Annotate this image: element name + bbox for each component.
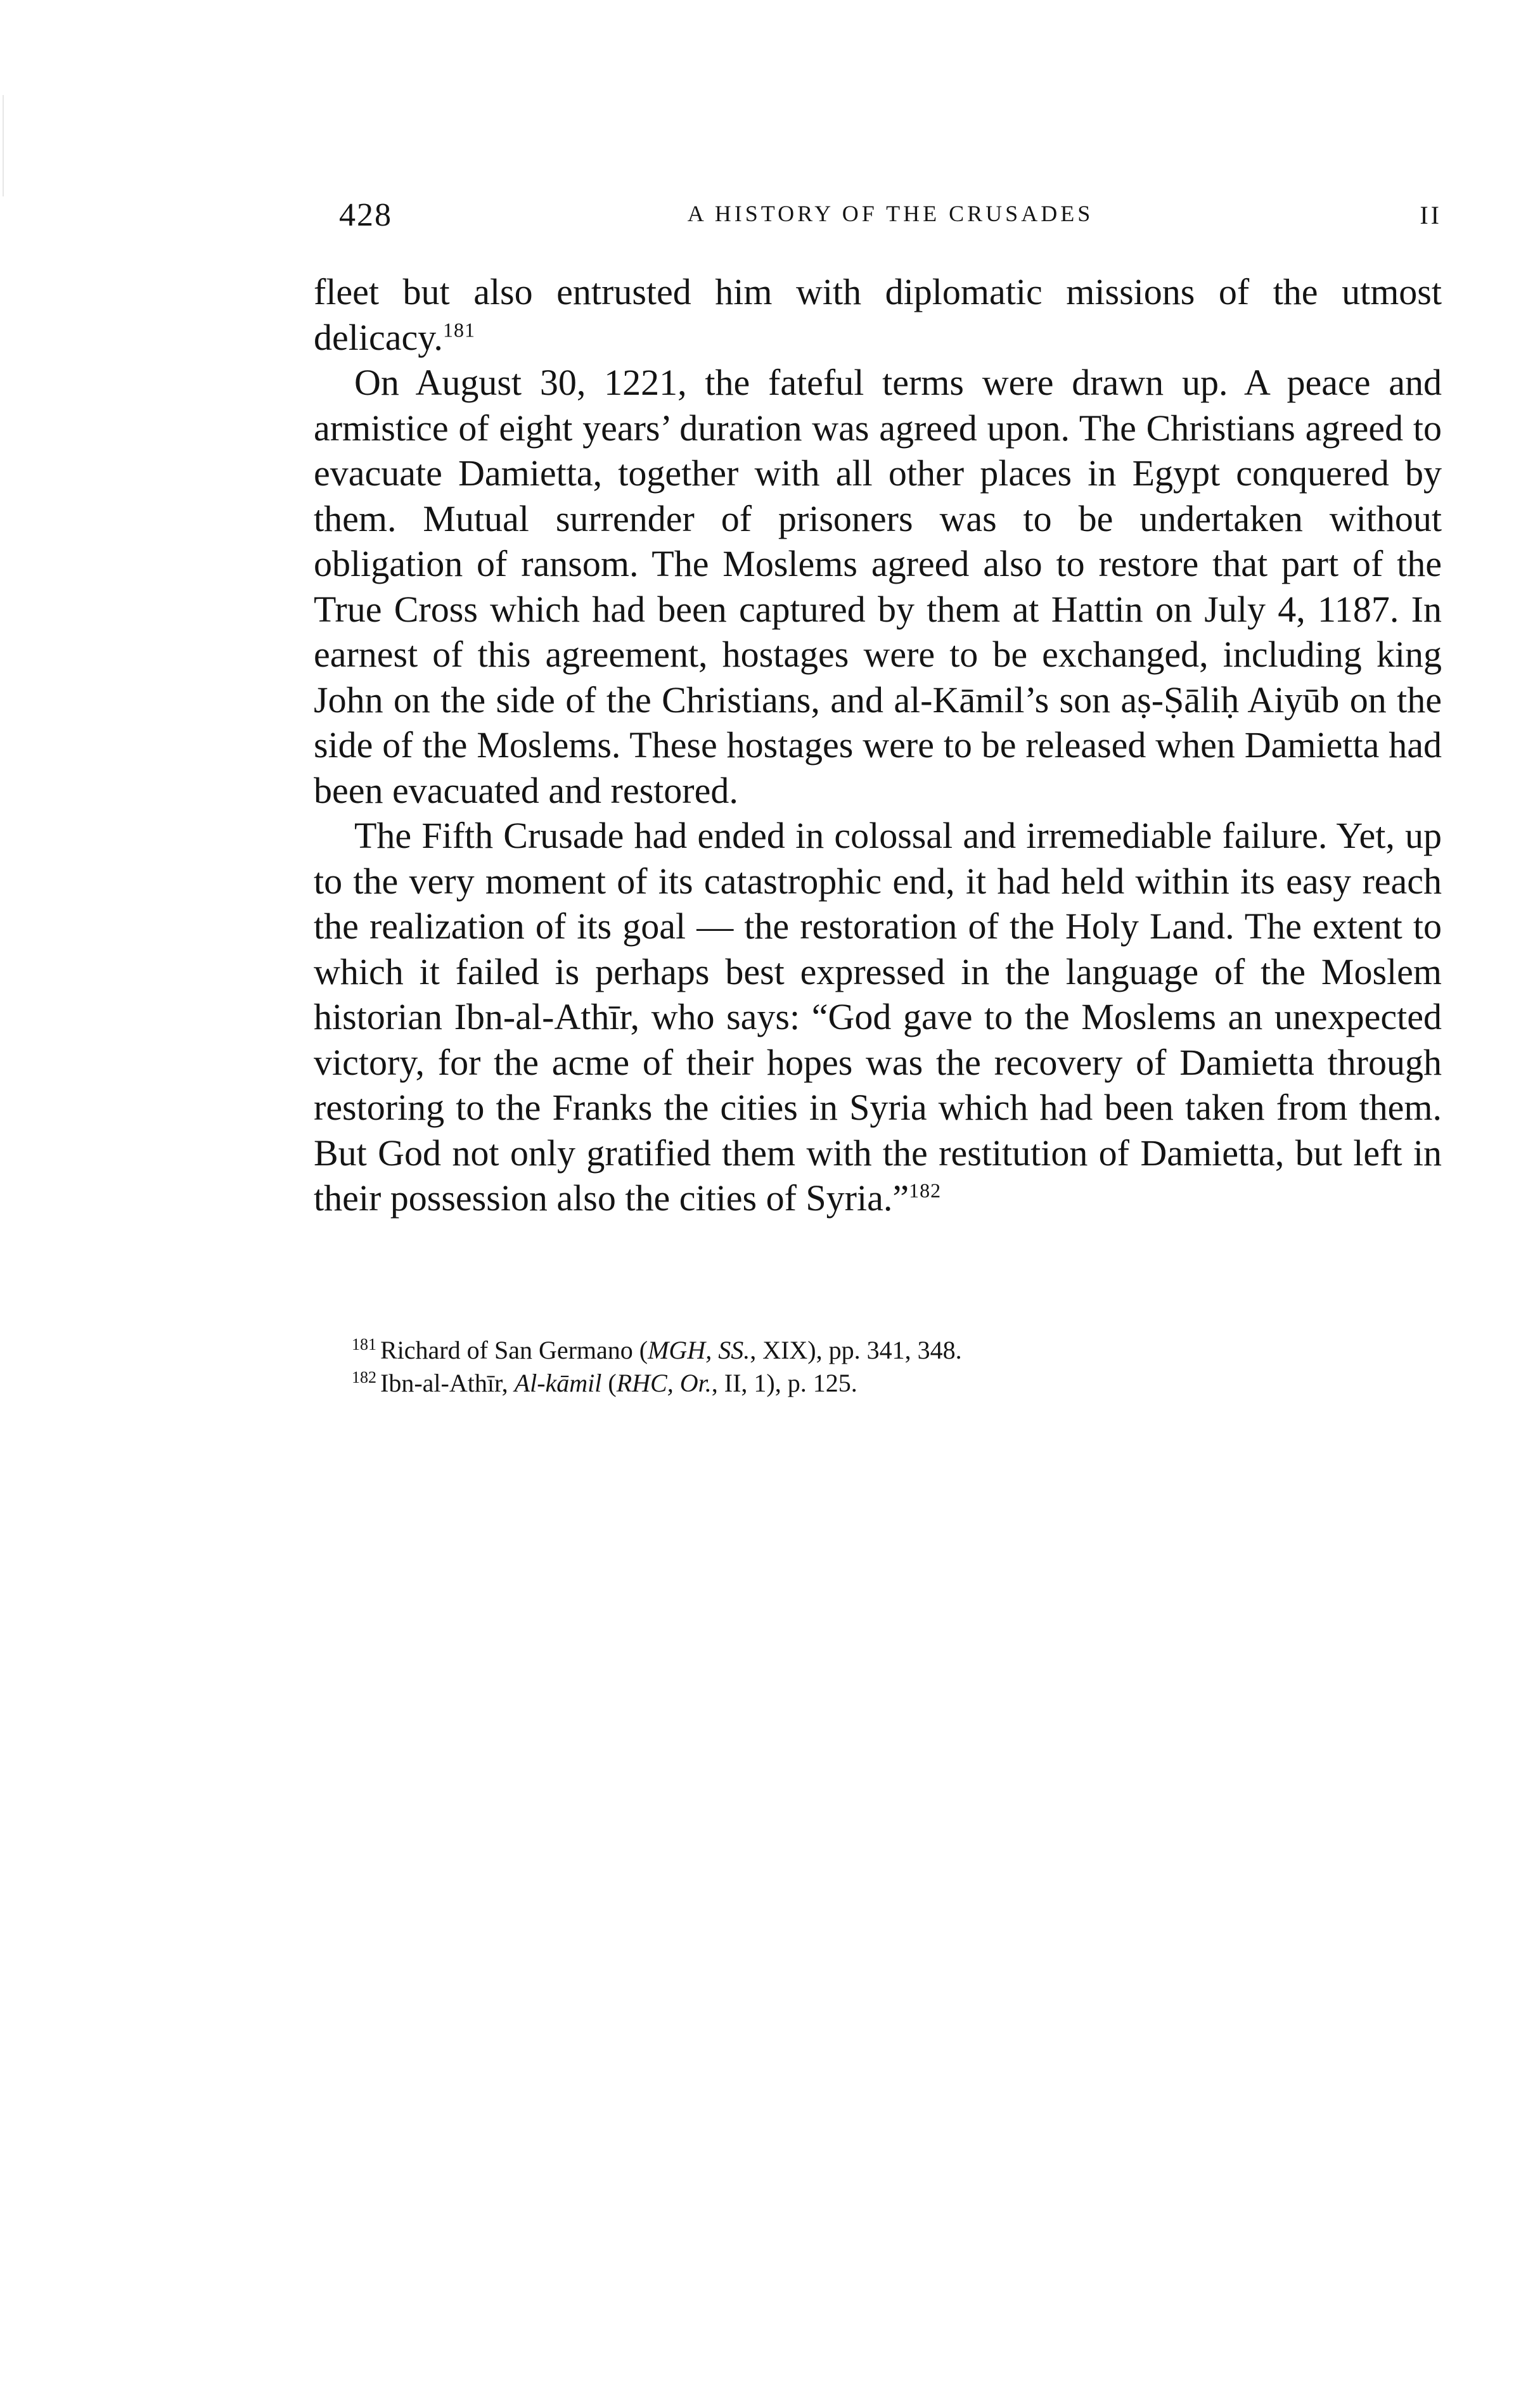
footnote-text: , XIX), pp. 341, 348.: [750, 1336, 962, 1364]
paragraph-3-text: The Fifth Crusade had ended in colossal and irremediable failure. Yet, up to the very moment of its catastrophic end, it had held within its easy reach the realization of its goal — the restoration of the Holy Land. The extent to which it failed is perhaps best expressed in the language of the Moslem historian Ibn-al-Athīr, who says: “God gave to the Moslems an unexpected victory, for the acme of their hopes was the recovery of Damietta through restoring to the Franks the cities in Syria which had been taken from them. But God not only gratified them with the restitution of Damietta, but left in their possession also the cities of Syria.”: [314, 815, 1442, 1219]
footnotes: [352, 1334, 1442, 1400]
paragraph-2: [314, 360, 1442, 813]
footnote-italic: MGH, SS.: [648, 1336, 750, 1364]
page-header: [339, 190, 1442, 241]
paragraph-2-text: On August 30, 1221, the fateful terms were drawn up. A peace and armistice of eight years’ duration was agreed upon. The Christians agreed to evacuate Damietta, together with all other places in Egypt conquered by them. Mutual surrender of prisoners was to be undertaken without obligation of ransom. The Moslems agreed also to restore that part of the True Cross which had been captured by them at Hattin on July 4, 1187. In earnest of this agreement, hostages were to be exchanged, including king John on the side of the Christians, and al-Kāmil’s son aṣ-Ṣāliḥ Aiyūb on the side of the Moslems. These hostages were to be released when Damietta had been evacuated and restored.: [314, 362, 1442, 811]
page-number: 428: [339, 197, 392, 233]
footnote-italic: Al-kāmil: [514, 1369, 602, 1397]
footnote-ref-181: 181: [442, 318, 475, 342]
footnote-ref-182: 182: [909, 1179, 942, 1202]
footnote-italic: RHC, Or.: [616, 1369, 712, 1397]
body-text: [314, 269, 1442, 1221]
footnote-number: 181: [352, 1335, 376, 1354]
paragraph-1: [314, 269, 1442, 360]
footnote-text: Richard of San Germano (: [380, 1336, 648, 1364]
running-head: A HISTORY OF THE CRUSADES: [687, 201, 1094, 226]
footnote-text: Ibn-al-Athīr,: [380, 1369, 515, 1397]
page-edge-mark: [3, 95, 4, 196]
paragraph-3: [314, 813, 1442, 1221]
footnote-181: [352, 1334, 1442, 1367]
footnote-text: (: [601, 1369, 617, 1397]
paragraph-1-text: fleet but also entrusted him with diplomatic missions of the utmost delicacy.: [314, 271, 1442, 358]
volume-number: II: [1420, 201, 1442, 229]
footnote-182: [352, 1367, 1442, 1400]
footnote-text: , II, 1), p. 125.: [711, 1369, 857, 1397]
footnote-number: 182: [352, 1367, 376, 1387]
